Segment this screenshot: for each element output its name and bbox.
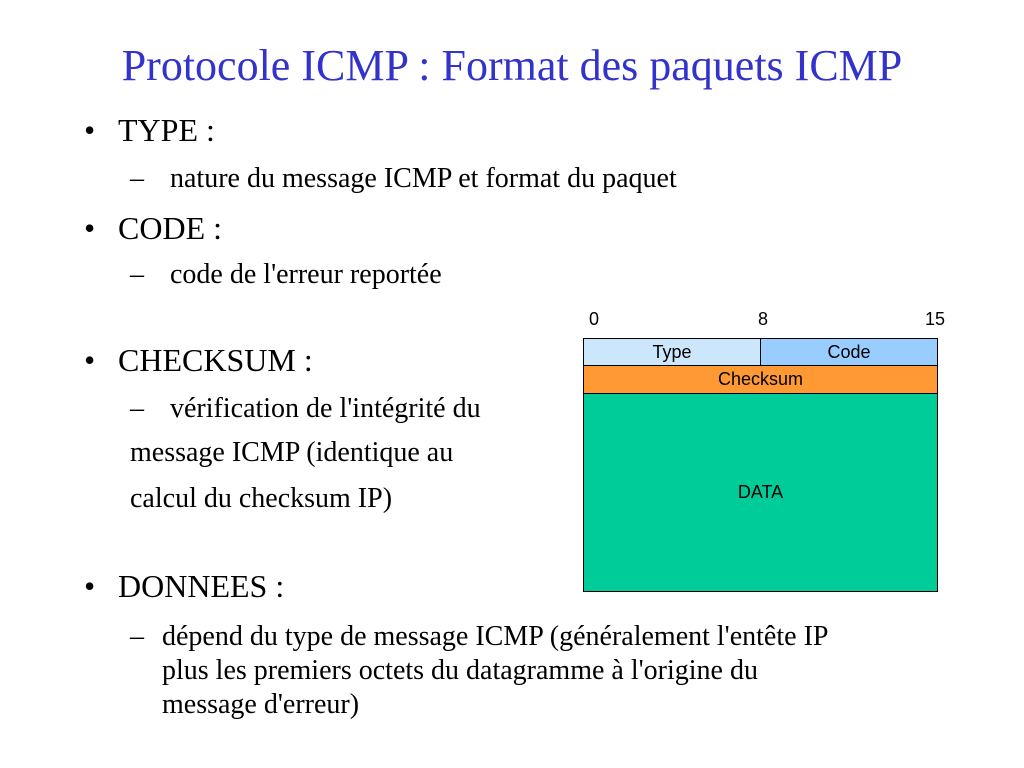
bit-label-15: 15 <box>925 309 946 329</box>
checksum-field: Checksum <box>583 365 938 394</box>
type-field: Type <box>583 338 761 366</box>
bit-label-0: 0 <box>589 309 600 329</box>
type-label: TYPE : <box>118 112 215 148</box>
code-label: CODE : <box>118 210 222 246</box>
dash-checksum: – <box>130 393 144 424</box>
donnees-description-line-2: plus les premiers octets du datagramme à l'origine du <box>162 655 758 686</box>
dash-code: – <box>130 259 144 290</box>
bullet-donnees: • <box>84 568 96 604</box>
code-description: code de l'erreur reportée <box>170 259 442 290</box>
bullet-checksum: • <box>84 342 96 378</box>
donnees-description-line-3: message d'erreur) <box>162 689 360 720</box>
slide-title: Protocole ICMP : Format des paquets ICMP <box>121 41 903 90</box>
checksum-description-line-3: calcul du checksum IP) <box>130 483 393 514</box>
donnees-description-line-1: dépend du type de message ICMP (généralement l'entête IP <box>162 621 829 652</box>
bit-label-8: 8 <box>758 309 769 329</box>
checksum-label: CHECKSUM : <box>118 342 313 378</box>
donnees-label: DONNEES : <box>118 568 285 604</box>
dash-donnees: – <box>130 621 144 652</box>
type-description: nature du message ICMP et format du paquet <box>170 163 677 194</box>
checksum-description-line-1: vérification de l'intégrité du <box>170 393 481 424</box>
bullet-type: • <box>84 112 96 148</box>
dash-type: – <box>130 163 144 194</box>
bullet-code: • <box>84 210 96 246</box>
code-field: Code <box>760 338 938 366</box>
checksum-description-line-2: message ICMP (identique au <box>130 437 454 468</box>
data-field: DATA <box>583 393 938 592</box>
